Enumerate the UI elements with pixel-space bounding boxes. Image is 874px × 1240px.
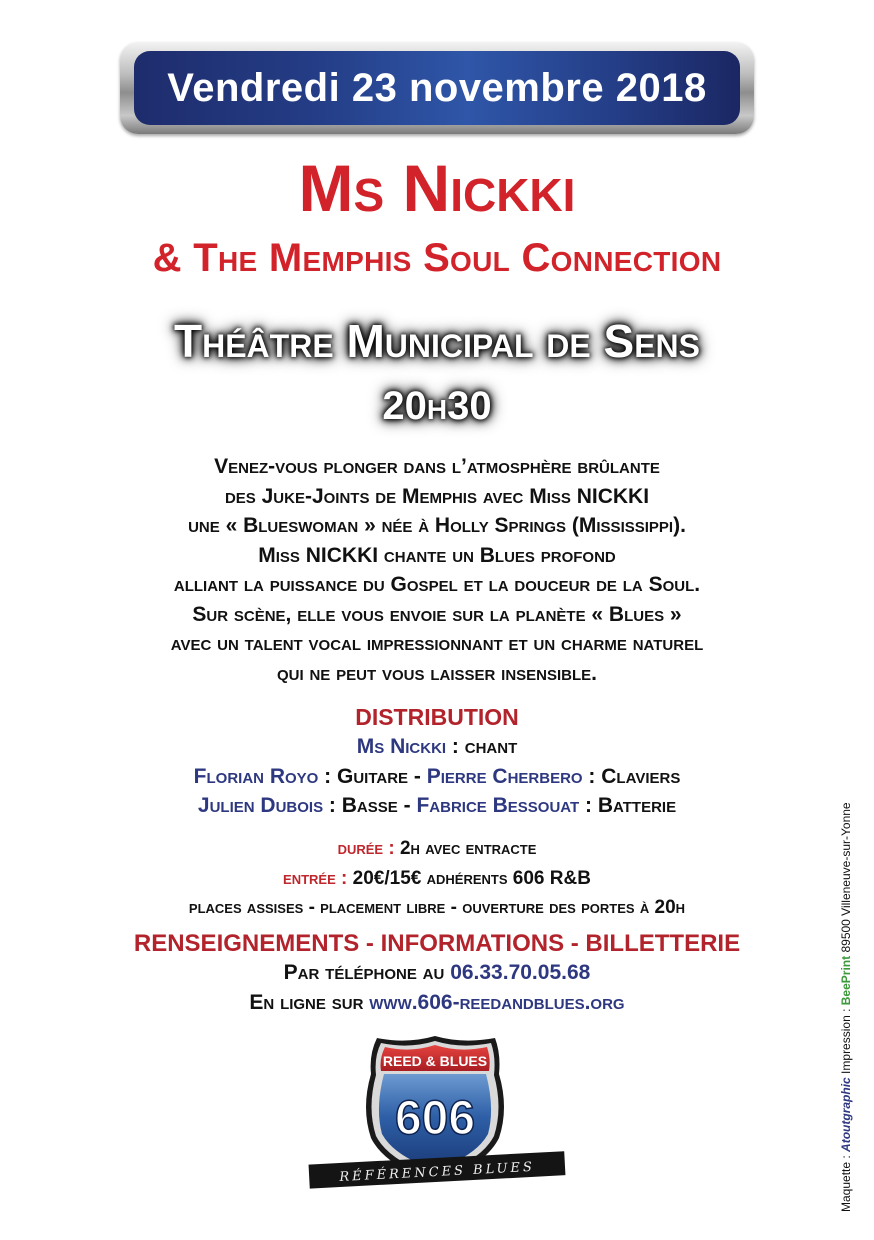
printer-name: BeePrint	[839, 955, 853, 1006]
distribution-line	[0, 762, 874, 792]
practical-info	[0, 834, 874, 923]
logo-number: 606	[394, 1092, 476, 1145]
maquette-name: Atoutgraphic	[839, 1077, 853, 1152]
distribution-line	[0, 791, 874, 821]
performer-role: Batterie	[597, 794, 677, 817]
performer-role: Claviers	[601, 764, 681, 788]
description	[0, 452, 874, 688]
website-link[interactable]: www.606-reedandblues.org	[369, 991, 625, 1014]
phone-prefix: Par téléphone au	[283, 961, 445, 984]
contact-block	[0, 955, 874, 1018]
seating-line: places assises - placement libre - ouverture des portes à 20h	[188, 897, 686, 918]
performer-name: Fabrice Bessouat	[416, 794, 580, 817]
web-line	[0, 988, 874, 1018]
separator: :	[323, 794, 342, 817]
reed-and-blues-logo	[305, 1030, 569, 1190]
date-banner-inner	[134, 51, 740, 125]
logo-top-text: REED & BLUES	[382, 1053, 488, 1069]
artist-title: Ms Nickki	[298, 151, 576, 225]
performer-name: Julien Dubois	[197, 794, 324, 817]
event-date: Vendredi 23 novembre 2018	[167, 65, 707, 110]
performer-name: Florian Royo	[193, 764, 319, 788]
route-shield-icon	[305, 1030, 569, 1190]
separator: :	[318, 764, 337, 788]
phone-line	[0, 958, 874, 988]
description-line: qui ne peut vous laisser insensible.	[276, 661, 598, 685]
maquette-label: Maquette :	[839, 1155, 853, 1212]
event-time: 20h30	[382, 384, 492, 428]
printer-address: 89500 Villeneuve-sur-Yonne	[839, 802, 853, 953]
description-line: une « Blueswoman » née à Holly Springs (Mississippi).	[188, 514, 686, 537]
entry-line	[0, 864, 874, 894]
contact-heading: RENSEIGNEMENTS - INFORMATIONS - BILLETTERIE	[133, 930, 741, 957]
description-line: des Juke-Joints de Memphis avec Miss NICKKI	[224, 484, 650, 508]
performer-role: chant	[464, 735, 518, 758]
dash-separator: -	[408, 764, 427, 788]
entry-note: adhérents 606 R&B	[426, 867, 591, 889]
phone-number[interactable]: 06.33.70.05.68	[450, 961, 591, 984]
impression-label: Impression :	[839, 1008, 853, 1074]
duration-label: durée :	[337, 838, 395, 859]
duration-line	[0, 834, 874, 864]
print-credit	[836, 742, 856, 1212]
performer-role: Guitare	[337, 764, 409, 788]
dash-separator: -	[397, 794, 417, 817]
duration-value: 2h avec entracte	[399, 838, 537, 859]
distribution-list	[0, 732, 874, 821]
date-banner	[120, 42, 754, 134]
entry-price: 20€/15€	[352, 867, 422, 889]
separator: :	[446, 735, 465, 758]
performer-name: Ms Nickki	[356, 735, 447, 758]
venue-title: Théâtre Municipal de Sens	[174, 315, 700, 367]
band-title: & The Memphis Soul Connection	[152, 236, 722, 280]
distribution-heading: DISTRIBUTION	[355, 704, 519, 730]
entry-label: entrée :	[283, 867, 348, 889]
separator: :	[582, 764, 602, 788]
distribution-line	[0, 732, 874, 762]
description-line: Sur scène, elle vous envoie sur la planète « Blues »	[192, 602, 682, 626]
description-line: Venez-vous plonger dans l’atmosphère brûlante	[214, 455, 660, 478]
description-line: avec un talent vocal impressionnant et un charme naturel	[170, 632, 704, 655]
logo-ribbon-text: RÉFÉRENCES BLUES	[338, 1159, 536, 1186]
web-prefix: En ligne sur	[249, 991, 364, 1014]
performer-name: Pierre Cherbero	[426, 764, 583, 788]
description-line: alliant la puissance du Gospel et la douceur de la Soul.	[173, 573, 701, 596]
performer-role: Basse	[341, 794, 398, 817]
description-line: Miss NICKKI chante un Blues profond	[258, 543, 616, 567]
separator: :	[579, 794, 598, 817]
